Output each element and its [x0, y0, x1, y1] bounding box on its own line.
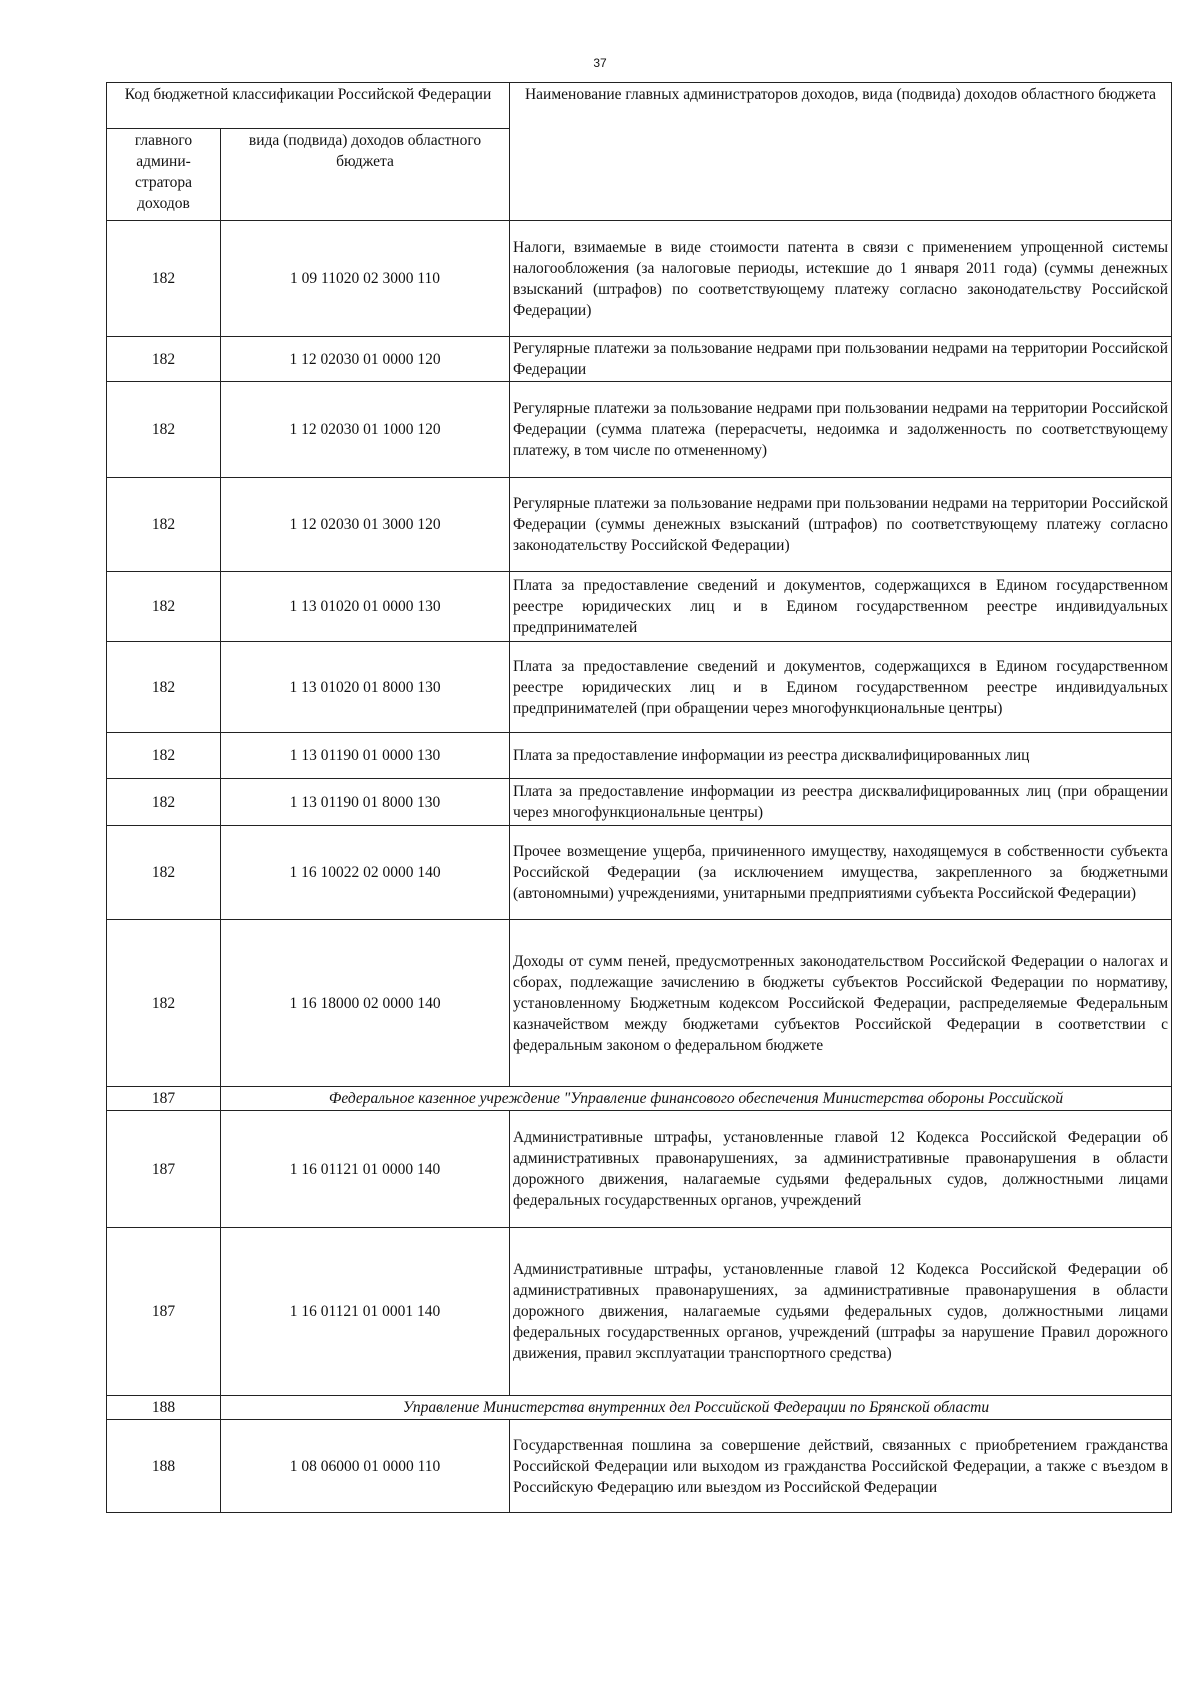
table-row: [107, 478, 1172, 572]
table-row: [107, 337, 1172, 382]
admin-code-cell: 182: [107, 920, 221, 1087]
table-row: [107, 572, 1172, 642]
table-row: [107, 382, 1172, 478]
revenue-code-cell: 1 09 11020 02 3000 110: [221, 221, 510, 337]
admin-code-cell: 187: [107, 1087, 221, 1111]
description-cell: Плата за предоставление информации из реестра дисквалифицированных лиц (при обращении через многофункциональные центры): [510, 779, 1172, 826]
agency-row: [107, 1396, 1172, 1420]
header-admin-column: главного админи-стратора доходов: [107, 129, 221, 221]
table-row: [107, 826, 1172, 920]
agency-name-cell: Федеральное казенное учреждение "Управление финансового обеспечения Министерства обороны Российской: [221, 1087, 1172, 1111]
admin-code-cell: 182: [107, 826, 221, 920]
revenue-code-cell: 1 12 02030 01 0000 120: [221, 337, 510, 382]
table-row: [107, 733, 1172, 779]
table-row: [107, 1420, 1172, 1513]
header-name-column: Наименование главных администраторов доходов, вида (подвида) доходов областного бюджета: [510, 83, 1172, 221]
admin-code-cell: 182: [107, 572, 221, 642]
description-cell: Доходы от сумм пеней, предусмотренных законодательством Российской Федерации о налогах и сборах, подлежащие зачислению в бюджеты субъектов Российской Федерации по нормативу, установленному Бюджетным кодексом Российской Федерации, распределяемые Федеральным казначейством между бюджетами субъектов Российской Федерации в соответствии с федеральным законом о федеральном бюджете: [510, 920, 1172, 1087]
admin-code-cell: 182: [107, 382, 221, 478]
table-row: [107, 1111, 1172, 1228]
admin-code-cell: 187: [107, 1228, 221, 1396]
admin-code-cell: 182: [107, 337, 221, 382]
revenue-code-cell: 1 13 01020 01 8000 130: [221, 642, 510, 733]
header-code-group: Код бюджетной классификации Российской Федерации: [107, 83, 510, 129]
revenue-code-cell: 1 13 01190 01 8000 130: [221, 779, 510, 826]
description-cell: Административные штрафы, установленные главой 12 Кодекса Российской Федерации об административных правонарушениях, за административные правонарушения в области дорожного движения, налагаемые судьями федеральных судов, должностными лицами федеральных государственных органов, учреждений (штрафы за нарушение Правил дорожного движения, правил эксплуатации транспортного средства): [510, 1228, 1172, 1396]
revenue-code-cell: 1 13 01020 01 0000 130: [221, 572, 510, 642]
revenue-code-cell: 1 16 01121 01 0000 140: [221, 1111, 510, 1228]
revenue-code-cell: 1 16 10022 02 0000 140: [221, 826, 510, 920]
description-cell: Государственная пошлина за совершение действий, связанных с приобретением гражданства Российской Федерации или выходом из гражданства Российской Федерации, а также с въездом в Российскую Федерацию или выездом из Российской Федерации: [510, 1420, 1172, 1513]
admin-code-cell: 182: [107, 221, 221, 337]
description-cell: Налоги, взимаемые в виде стоимости патента в связи с применением упрощенной системы налогообложения (за налоговые периоды, истекшие до 1 января 2011 года) (суммы денежных взысканий (штрафов) по соответствующему платежу согласно законодательству Российской Федерации): [510, 221, 1172, 337]
table-row: [107, 779, 1172, 826]
admin-code-cell: 182: [107, 733, 221, 779]
table-row: [107, 221, 1172, 337]
table-row: [107, 1228, 1172, 1396]
page-number: 37: [593, 56, 607, 70]
agency-name-cell: Управление Министерства внутренних дел Российской Федерации по Брянской области: [221, 1396, 1172, 1420]
header-revenue-column: вида (подвида) доходов областного бюджета: [221, 129, 510, 221]
table-row: [107, 642, 1172, 733]
description-cell: Регулярные платежи за пользование недрами при пользовании недрами на территории Российской Федерации: [510, 337, 1172, 382]
table-header: [107, 83, 1172, 221]
description-cell: Плата за предоставление сведений и документов, содержащихся в Едином государственном реестре юридических лиц и в Едином государственном реестре индивидуальных предпринимателей (при обращении через многофункциональные центры): [510, 642, 1172, 733]
budget-classification-table: [106, 82, 1172, 1513]
revenue-code-cell: 1 08 06000 01 0000 110: [221, 1420, 510, 1513]
description-cell: Прочее возмещение ущерба, причиненного имуществу, находящемуся в собственности субъекта Российской Федерации (за исключением имущества, закрепленного за бюджетными (автономными) учреждениями, унитарными предприятиями субъекта Российской Федерации): [510, 826, 1172, 920]
agency-row: [107, 1087, 1172, 1111]
revenue-code-cell: 1 13 01190 01 0000 130: [221, 733, 510, 779]
admin-code-cell: 187: [107, 1111, 221, 1228]
description-cell: Регулярные платежи за пользование недрами при пользовании недрами на территории Российской Федерации (сумма платежа (перерасчеты, недоимка и задолженность по соответствующему платежу, в том числе по отмененному): [510, 382, 1172, 478]
revenue-code-cell: 1 12 02030 01 1000 120: [221, 382, 510, 478]
revenue-code-cell: 1 16 18000 02 0000 140: [221, 920, 510, 1087]
admin-code-cell: 188: [107, 1420, 221, 1513]
description-cell: Плата за предоставление сведений и документов, содержащихся в Едином государственном реестре юридических лиц и в Едином государственном реестре индивидуальных предпринимателей: [510, 572, 1172, 642]
admin-code-cell: 188: [107, 1396, 221, 1420]
description-cell: Плата за предоставление информации из реестра дисквалифицированных лиц: [510, 733, 1172, 779]
table-row: [107, 920, 1172, 1087]
admin-code-cell: 182: [107, 779, 221, 826]
revenue-code-cell: 1 12 02030 01 3000 120: [221, 478, 510, 572]
admin-code-cell: 182: [107, 642, 221, 733]
revenue-code-cell: 1 16 01121 01 0001 140: [221, 1228, 510, 1396]
description-cell: Административные штрафы, установленные главой 12 Кодекса Российской Федерации об административных правонарушениях, за административные правонарушения в области дорожного движения, налагаемые судьями федеральных судов, должностными лицами федеральных государственных органов, учреждений: [510, 1111, 1172, 1228]
admin-code-cell: 182: [107, 478, 221, 572]
description-cell: Регулярные платежи за пользование недрами при пользовании недрами на территории Российской Федерации (суммы денежных взысканий (штрафов) по соответствующему платежу согласно законодательству Российской Федерации): [510, 478, 1172, 572]
